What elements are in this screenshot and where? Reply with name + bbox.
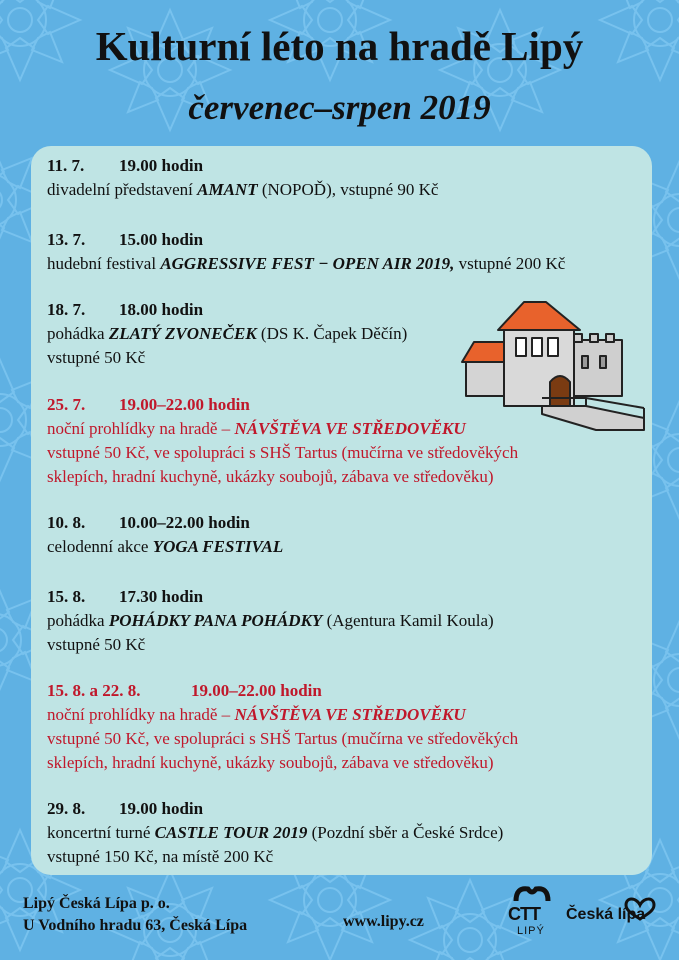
org-address: U Vodního hradu 63, Česká Lípa [23, 917, 248, 934]
event-time: 19.00 hodin [119, 156, 204, 175]
event-desc-post: (Agentura Kamil Koula) [322, 611, 494, 630]
event-item [47, 511, 647, 559]
event-desc-post: (Pozdní sběr a České Srdce) [307, 823, 504, 842]
event-item-highlight [47, 679, 647, 775]
event-name: AMANT [197, 180, 258, 199]
event-date: 25. 7. [47, 395, 86, 414]
event-desc: noční prohlídky na hradě – [47, 419, 235, 438]
event-name: POHÁDKY PANA POHÁDKY [108, 611, 323, 630]
event-date: 15. 8. [47, 587, 86, 606]
event-desc: noční prohlídky na hradě – [47, 705, 235, 724]
event-time: 18.00 hodin [119, 300, 204, 319]
event-desc: pohádka [47, 611, 109, 630]
event-name: NÁVŠTĚVA VE STŘEDOVĚKU [234, 419, 466, 438]
ctt-logo-text: CTT [508, 904, 540, 924]
page-subtitle: červenec–srpen 2019 [188, 88, 491, 127]
event-desc: celodenní akce [47, 537, 153, 556]
event-desc-post: vstupné 200 Kč [454, 254, 566, 273]
event-desc: koncertní turné [47, 823, 155, 842]
event-name: AGGRESSIVE FEST − OPEN AIR 2019, [160, 254, 455, 273]
event-details: sklepích, hradní kuchyně, ukázky soubojů, zábava ve středověku) [47, 753, 494, 772]
event-date: 29. 8. [47, 799, 86, 818]
event-name: YOGA FESTIVAL [152, 537, 284, 556]
event-name: ZLATÝ ZVONEČEK [108, 324, 257, 343]
castle-illustration [458, 298, 648, 436]
event-item [47, 228, 647, 276]
event-date: 11. 7. [47, 156, 85, 175]
event-time: 19.00–22.00 hodin [191, 681, 322, 700]
event-date: 15. 8. a 22. 8. [47, 681, 141, 700]
event-date: 10. 8. [47, 513, 86, 532]
event-details: sklepích, hradní kuchyně, ukázky soubojů, zábava ve středověku) [47, 467, 494, 486]
event-desc: pohádka [47, 324, 109, 343]
event-time: 19.00 hodin [119, 799, 204, 818]
website-link[interactable]: www.lipy.cz [343, 913, 424, 930]
event-date: 18. 7. [47, 300, 86, 319]
event-time: 19.00–22.00 hodin [119, 395, 250, 414]
event-item [47, 154, 647, 202]
event-details: vstupné 50 Kč, ve spolupráci s SHŠ Tartus (mučírna ve středověkých [47, 443, 519, 462]
event-name: CASTLE TOUR 2019 [154, 823, 308, 842]
event-time: 10.00–22.00 hodin [119, 513, 250, 532]
ctt-logo-subtext: LIPÝ [517, 925, 545, 937]
event-desc: divadelní představení [47, 180, 198, 199]
org-name: Lipý Česká Lípa p. o. [23, 895, 170, 912]
footer-org-info [23, 893, 247, 937]
event-details: vstupné 50 Kč, ve spolupráci s SHŠ Tartus (mučírna ve středověkých [47, 729, 519, 748]
page-title: Kulturní léto na hradě Lipý [95, 23, 584, 69]
event-price: vstupné 150 Kč, na místě 200 Kč [47, 847, 274, 866]
event-price: vstupné 50 Kč [47, 348, 146, 367]
event-desc-post: (NOPOĎ), vstupné 90 Kč [257, 180, 439, 199]
event-item [47, 585, 647, 657]
event-name: NÁVŠTĚVA VE STŘEDOVĚKU [234, 705, 466, 724]
event-desc-post: (DS K. Čapek Děčín) [256, 324, 408, 343]
event-desc: hudební festival [47, 254, 161, 273]
event-item [47, 797, 647, 869]
event-price: vstupné 50 Kč [47, 635, 146, 654]
event-time: 15.00 hodin [119, 230, 204, 249]
event-date: 13. 7. [47, 230, 86, 249]
event-time: 17.30 hodin [119, 587, 204, 606]
ceska-lipa-logo-text: Česká lípa [566, 906, 646, 923]
